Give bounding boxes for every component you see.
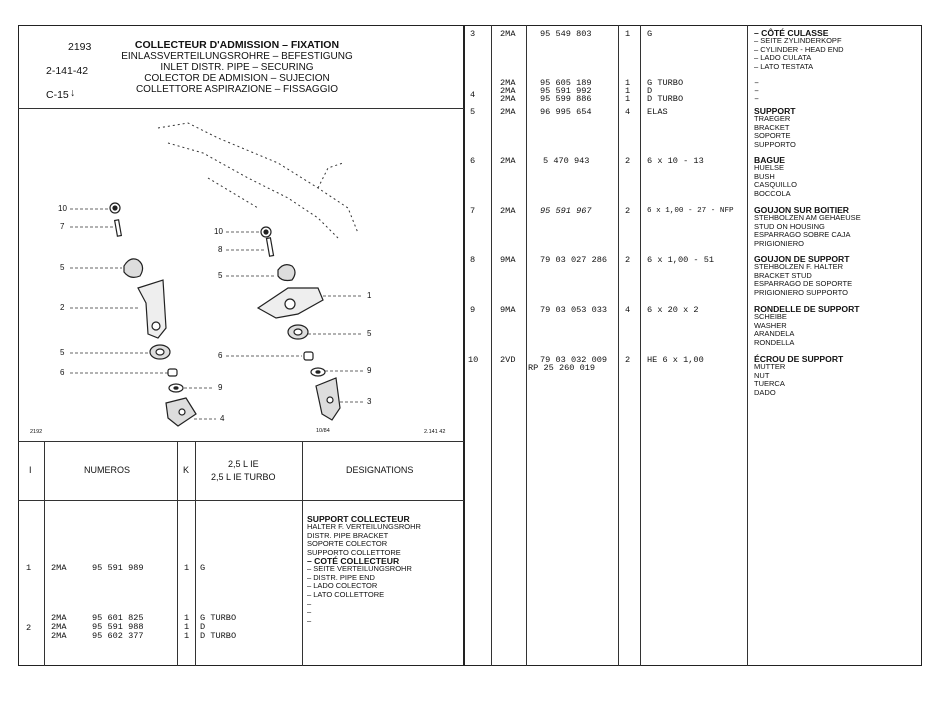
row9-desc (754, 305, 860, 347)
desc-line: BUSH (754, 171, 775, 181)
desc-line: – SEITE VERTEILUNGSROHR (307, 564, 412, 574)
row5-index: 5 (470, 107, 476, 117)
desc-line: HUELSE (754, 163, 785, 173)
row2c-k: 1 (184, 631, 190, 641)
callout-4-left: 4 (220, 414, 225, 423)
row7-maker: 2MA (500, 206, 516, 216)
callout-9-right: 9 (367, 366, 372, 375)
desc-line: – CÔTÉ CULASSE (754, 28, 829, 38)
row4b-variant: D (647, 86, 653, 96)
title-es: COLECTOR DE ADMISION – SUJECION (144, 73, 330, 84)
row8-k: 2 (625, 255, 631, 265)
row4a-k: 1 (625, 78, 631, 88)
desc-line: HALTER F. VERTEILUNGSROHR (307, 522, 421, 532)
desc-line: STEHBOLZEN F. HALTER (754, 262, 844, 272)
desc-line: SUPPORT (754, 106, 796, 116)
row4a-variant: G TURBO (647, 78, 684, 88)
desc-line: ESPARRAGO DE SOPORTE (754, 279, 853, 289)
title-en: INLET DISTR. PIPE – SECURING (160, 62, 314, 73)
col-line (526, 25, 527, 666)
callout-5-left: 5 (60, 263, 65, 272)
row3-k: 1 (625, 29, 631, 39)
row4b-desc: – (754, 86, 760, 96)
row4b-number: 95 591 992 (540, 86, 592, 96)
col-line (177, 441, 178, 666)
desc-line: SCHEIBE (754, 312, 787, 322)
page-number: 2193 (68, 41, 92, 53)
col-header-designations: DESIGNATIONS (346, 465, 414, 475)
callout-2-left: 2 (60, 303, 65, 312)
desc-line: TUERCA (754, 379, 785, 389)
col-line (302, 441, 303, 666)
row10-k: 2 (625, 355, 631, 365)
row7-variant: 6 x 1,00 - 27 - NFP (647, 207, 734, 215)
desc-line: SUPPORTO (754, 139, 796, 149)
row1-k: 1 (184, 563, 190, 573)
row1-maker: 2MA (51, 563, 67, 573)
desc-line: SUPPORT COLLECTEUR (307, 514, 410, 524)
col-header-variant-1: 2,5 L IE (228, 459, 259, 469)
row7-desc (754, 206, 861, 248)
desc-line: STUD ON HOUSING (754, 221, 825, 231)
row8-variant: 6 x 1,00 - 51 (647, 255, 715, 265)
desc-line: RONDELLA (754, 337, 795, 347)
row1-variant: G (200, 563, 206, 573)
desc-line: ÉCROU DE SUPPORT (754, 354, 844, 364)
desc-line: – (307, 599, 312, 609)
row4a-maker: 2MA (500, 78, 516, 88)
desc-line: – LATO COLLETTORE (307, 589, 385, 599)
title-fr: COLLECTEUR D'ADMISSION – FIXATION (134, 39, 340, 51)
desc-line: – LADO COLECTOR (307, 581, 378, 591)
row2b-number: 95 591 988 (92, 622, 144, 632)
row4a-desc: – (754, 78, 760, 88)
row10-number-alt: RP 25 260 019 (528, 363, 596, 373)
row3-variant: G (647, 29, 653, 39)
row2c-number: 95 602 377 (92, 631, 144, 641)
row9-maker: 9MA (500, 305, 516, 315)
row2a-k: 1 (184, 613, 190, 623)
callout-7-left: 7 (60, 222, 65, 231)
desc-line: – COTÉ COLLECTEUR (307, 556, 400, 567)
desc-line: BAGUE (754, 155, 786, 165)
exploded-parts-diagram (18, 108, 464, 441)
desc-line: – CYLINDER - HEAD END (754, 44, 844, 54)
row1-index: 1 (26, 563, 32, 573)
row2b-variant: D (200, 622, 206, 632)
col-header-k: K (183, 465, 190, 475)
desc-line: – (307, 607, 312, 617)
desc-line: ARANDELA (754, 329, 795, 339)
row4c-number: 95 599 886 (540, 94, 592, 104)
callout-6-right: 6 (218, 351, 223, 360)
desc-line: – LADO CULATA (754, 53, 812, 63)
row6-maker: 2MA (500, 156, 516, 166)
page-title-block (108, 40, 366, 95)
row9-index: 9 (470, 305, 476, 315)
title-de: EINLASSVERTEILUNGSROHRE – BEFESTIGUNG (121, 51, 353, 62)
row2c-variant: D TURBO (200, 631, 237, 641)
desc-line: – LATO TESTATA (754, 61, 814, 71)
desc-line: BOCCOLA (754, 188, 791, 198)
desc-line: MUTTER (754, 362, 786, 372)
callout-3-right: 3 (367, 397, 372, 406)
desc-line: – SEITE ZYLINDERKOPF (754, 36, 842, 46)
row7-index: 7 (470, 206, 476, 216)
row2a-maker: 2MA (51, 613, 67, 623)
row9-k: 4 (625, 305, 631, 315)
row10-desc (754, 355, 843, 397)
left-designations (307, 515, 421, 625)
callout-10-right: 10 (214, 227, 223, 236)
row5-variant: ELAS (647, 107, 668, 117)
col-line (44, 441, 45, 666)
row5-number: 96 995 654 (540, 107, 592, 117)
diagram-code-left: 2192 (30, 429, 43, 435)
row6-desc (754, 156, 797, 198)
row6-number: 5 470 943 (543, 156, 590, 166)
row2b-k: 1 (184, 622, 190, 632)
diagram-code-right: 2.141 42 (424, 429, 446, 435)
desc-line: PRIGIONIERO SUPPORTO (754, 287, 848, 297)
row8-maker: 9MA (500, 255, 516, 265)
col-line (640, 25, 641, 666)
desc-line: NUT (754, 370, 770, 380)
desc-line: TRAEGER (754, 114, 791, 124)
callout-5-right: 5 (218, 271, 223, 280)
desc-line: GOUJON SUR BOITIER (754, 205, 850, 215)
row4-index: 4 (470, 90, 476, 100)
desc-line: CASQUILLO (754, 180, 797, 190)
row5-k: 4 (625, 107, 631, 117)
row2a-variant: G TURBO (200, 613, 237, 623)
callout-10-left: 10 (58, 204, 67, 213)
row4c-variant: D TURBO (647, 94, 684, 104)
row6-k: 2 (625, 156, 631, 166)
row3-index: 3 (470, 29, 476, 39)
row4c-desc: – (754, 94, 760, 104)
row3-maker: 2MA (500, 29, 516, 39)
row7-k: 2 (625, 206, 631, 216)
row5-maker: 2MA (500, 107, 516, 117)
row2b-maker: 2MA (51, 622, 67, 632)
table-header-divider (18, 500, 464, 501)
desc-line: – (307, 615, 312, 625)
row3-number: 95 549 803 (540, 29, 592, 39)
row9-variant: 6 x 20 x 2 (647, 305, 699, 315)
row2a-number: 95 601 825 (92, 613, 144, 623)
col-line (747, 25, 748, 666)
col-header-index: I (29, 465, 32, 475)
row5-desc (754, 107, 796, 149)
col-line (195, 441, 196, 666)
desc-line: GOUJON DE SUPPORT (754, 254, 850, 264)
row4b-k: 1 (625, 86, 631, 96)
section-code: C-15 (46, 89, 69, 101)
callout-9-left: 9 (218, 383, 223, 392)
row10-index: 10 (468, 355, 479, 365)
row1-number: 95 591 989 (92, 563, 144, 573)
row6-variant: 6 x 10 - 13 (647, 156, 704, 166)
title-it: COLLETTORE ASPIRAZIONE – FISSAGGIO (135, 84, 339, 95)
diagram-divider (18, 441, 464, 442)
row2-index: 2 (26, 623, 32, 633)
desc-line: BRACKET (754, 122, 790, 132)
row4c-maker: 2MA (500, 94, 516, 104)
desc-line: WASHER (754, 320, 787, 330)
desc-line: STEHBOLZEN AM GEHAEUSE (754, 213, 861, 223)
desc-line: DISTR. PIPE BRACKET (307, 530, 389, 540)
row8-desc (754, 255, 852, 297)
callout-5-left-lower: 5 (60, 348, 65, 357)
row9-number: 79 03 053 033 (540, 305, 608, 315)
desc-line: SUPPORTO COLLETTORE (307, 547, 401, 557)
diagram-code-mid: 10/84 (316, 428, 330, 434)
col-line (618, 25, 619, 666)
desc-line: RONDELLE DE SUPPORT (754, 304, 860, 314)
col-header-variant-2: 2,5 L IE TURBO (211, 472, 276, 482)
callout-6-left: 6 (60, 368, 65, 377)
row4b-maker: 2MA (500, 86, 516, 96)
desc-line: SOPORTE COLECTOR (307, 539, 388, 549)
arrow-down-icon: ↓ (70, 87, 76, 99)
desc-line: SOPORTE (754, 131, 791, 141)
ref-code: 2-141-42 (46, 65, 89, 77)
desc-line: ESPARRAGO SOBRE CAJA (754, 230, 851, 240)
row6-index: 6 (470, 156, 476, 166)
row8-number: 79 03 027 286 (540, 255, 608, 265)
row10-variant: HE 6 x 1,00 (647, 355, 704, 365)
row7-number: 95 591 967 (540, 206, 592, 216)
col-line (491, 25, 492, 666)
callout-1-right: 1 (367, 291, 372, 300)
row8-index: 8 (470, 255, 476, 265)
row10-maker: 2VD (500, 355, 516, 365)
row4c-k: 1 (625, 94, 631, 104)
row2c-maker: 2MA (51, 631, 67, 641)
desc-line: PRIGIONIERO (754, 238, 805, 248)
row10-number: 79 03 032 009 (540, 355, 608, 365)
callout-5-right-lower: 5 (367, 329, 372, 338)
row3-desc (754, 29, 844, 71)
row4a-number: 95 605 189 (540, 78, 592, 88)
callout-8-right: 8 (218, 245, 223, 254)
desc-line: – DISTR. PIPE END (307, 572, 375, 582)
desc-line: DADO (754, 387, 776, 397)
desc-line: BRACKET STUD (754, 270, 812, 280)
col-header-numeros: NUMEROS (84, 465, 131, 475)
